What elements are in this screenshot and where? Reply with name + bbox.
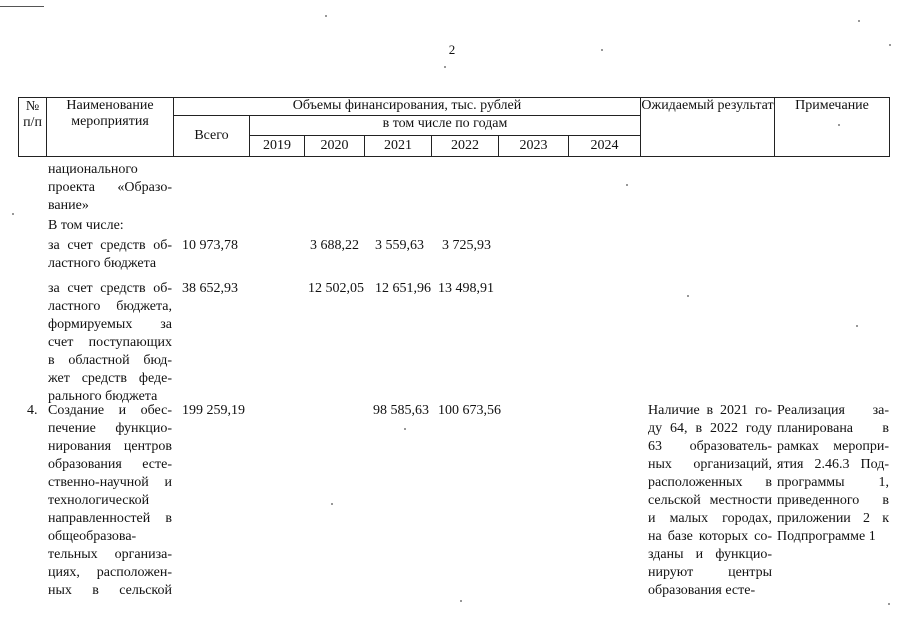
header-year-2023: 2023 [499, 136, 569, 157]
value-2022: 3 725,93 [442, 238, 491, 253]
row-regional-budget-name [48, 237, 172, 273]
scan-speck [460, 600, 462, 602]
expected-result [648, 402, 772, 600]
note-line: рамках меропри- [777, 439, 889, 454]
name-line: технологической [48, 493, 150, 508]
page-number: 2 [448, 42, 456, 57]
result-line: нируют центры [648, 565, 772, 580]
scan-speck [888, 603, 890, 605]
header-year-2020: 2020 [305, 136, 365, 157]
name-line: счет поступающих [48, 335, 172, 350]
scan-speck [12, 213, 14, 215]
header-note-col: Примечание [775, 98, 890, 157]
name-line: нирования центров [48, 439, 172, 454]
result-line: и малых городах, [648, 511, 772, 526]
value-2022: 100 673,56 [438, 403, 501, 418]
header-num-col: № п/п [19, 98, 47, 157]
name-line: тельных организа- [48, 547, 172, 562]
result-line: ных организаций, [648, 457, 772, 472]
result-line: сельской местности [648, 493, 772, 508]
value-2020: 3 688,22 [310, 238, 359, 253]
name-line: направленностей в [48, 511, 172, 526]
name-line: в областной бюд- [48, 353, 172, 368]
name-line: за счет средств об- [48, 281, 172, 296]
row-including-name [48, 217, 172, 235]
note-line: Реализация за- [777, 403, 889, 418]
note-line: приложении 2 к [777, 511, 889, 526]
scan-speck [858, 20, 860, 22]
scan-speck [601, 49, 603, 51]
header-result-col: Ожидаемый результат [641, 98, 775, 157]
name-line: образования есте- [48, 457, 172, 472]
name-line: циях, расположен- [48, 565, 172, 580]
value-2022: 13 498,91 [438, 281, 494, 296]
result-line: зданы и функцио- [648, 547, 772, 562]
header-year-2021: 2021 [365, 136, 432, 157]
result-line: Наличие в 2021 го- [648, 403, 772, 418]
scan-speck [626, 184, 628, 186]
value-2020: 12 502,05 [308, 281, 364, 296]
note-line: программы 1, [777, 475, 889, 490]
scan-speck [889, 44, 891, 46]
name-line: за счет средств об- [48, 238, 172, 253]
header-year-2022: 2022 [432, 136, 499, 157]
note-line: планирована в [777, 421, 889, 436]
scan-speck [856, 325, 858, 327]
name-line: ственно-научной и [48, 475, 172, 490]
result-line: расположенных в [648, 475, 772, 490]
scan-speck [404, 428, 406, 430]
name-line: формируемых за [48, 317, 172, 332]
total-value: 199 259,19 [182, 403, 245, 418]
name-line: жет средств феде- [48, 371, 172, 386]
value-2021: 12 651,96 [375, 281, 431, 296]
note-line: Подпрограмме 1 [777, 529, 876, 544]
row-item-4-name [48, 402, 172, 600]
note-line: приведенного в [777, 493, 889, 508]
row-continuation-name [48, 161, 172, 215]
funding-table-header [18, 97, 890, 157]
note [777, 402, 889, 546]
name-line: общеобразова- [48, 529, 137, 544]
result-line: 63 образователь- [648, 439, 772, 454]
header-total-col: Всего [174, 116, 250, 157]
name-line: проекта «Образо- [48, 180, 172, 195]
name-line: национального [48, 162, 138, 177]
value-2021: 3 559,63 [375, 238, 424, 253]
row-number: 4. [27, 403, 38, 418]
name-line: ных в сельской [48, 583, 172, 598]
name-line: рального бюджета [48, 389, 158, 404]
scan-artifact-line [0, 6, 44, 7]
result-line: ду 64, в 2022 году [648, 421, 772, 436]
scan-speck [444, 66, 446, 68]
header-funding-col: Объемы финансирования, тыс. рублей [174, 98, 641, 116]
header-year-2024: 2024 [569, 136, 641, 157]
note-line: ятия 2.46.3 Под- [777, 457, 889, 472]
total-value: 38 652,93 [182, 281, 238, 296]
header-by-year-col: в том числе по годам [250, 116, 641, 136]
name-line: вание» [48, 198, 89, 213]
name-line: печение функцио- [48, 421, 172, 436]
total-value: 10 973,78 [182, 238, 238, 253]
name-line: ластного бюджета, [48, 299, 172, 314]
name-line: Создание и обес- [48, 403, 172, 418]
header-year-2019: 2019 [250, 136, 305, 157]
result-line: образования есте- [648, 583, 756, 598]
name-line: В том числе: [48, 218, 124, 233]
header-name-col: Наименование мероприятия [47, 98, 174, 157]
result-line: на базе которых со- [648, 529, 772, 544]
value-2021: 98 585,63 [373, 403, 429, 418]
scan-speck [687, 295, 689, 297]
scan-speck [331, 503, 333, 505]
row-federal-funded-name [48, 280, 172, 406]
scan-speck [325, 15, 327, 17]
name-line: ластного бюджета [48, 256, 157, 271]
